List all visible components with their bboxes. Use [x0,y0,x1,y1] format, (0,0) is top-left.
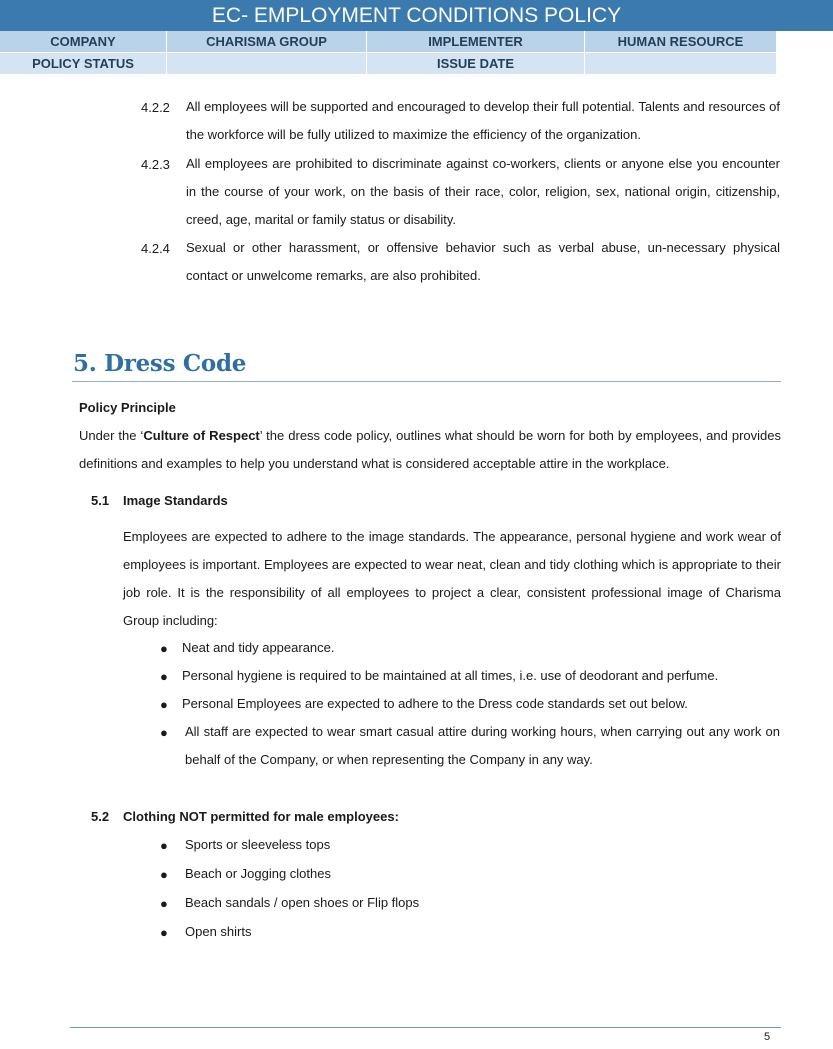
subsection-5-2-title [91,809,399,824]
subsection-title: Clothing NOT permitted for male employees: [123,809,399,824]
list-item-text: Open shirts [185,924,252,939]
clause-text: All employees are prohibited to discriminate against co-workers, clients or anyone else you encounter in the course of your work, on the basis of their race, color, religion, sex, national origin, citizenship, creed, age, marital or family status or disability. [186,156,780,227]
list-item-text: All staff are expected to wear smart casual attire during working hours, when carrying out any work on behalf of the Company, or when representing the Company in any way. [185,724,780,767]
bullet-icon: ● [160,669,168,684]
subsection-number: 5.1 [91,493,110,508]
implementer-label: IMPLEMENTER [367,31,585,52]
clause-text: Sexual or other harassment, or offensive behavior such as verbal abuse, un-necessary physical contact or unwelcome remarks, are also prohibited. [186,240,780,283]
document-header [0,0,833,74]
clause-text: All employees will be supported and encouraged to develop their full potential. Talents and resources of the workforce will be fully utilized to maximize the efficiency of the organization. [186,99,780,142]
bullet-icon: ● [160,896,168,911]
page-number: 5 [764,1031,771,1043]
policy-intro [79,422,781,478]
bullet-icon: ● [160,838,168,853]
list-item-text: Beach sandals / open shoes or Flip flops [185,895,420,910]
policy-status-label: POLICY STATUS [0,53,167,74]
issue-date-label: ISSUE DATE [367,53,585,74]
list-item-text: Neat and tidy appearance. [182,640,335,655]
subsection-title: Image Standards [123,493,228,508]
list-item-text: Beach or Jogging clothes [185,866,331,881]
image-standards-paragraph: Employees are expected to adhere to the image standards. The appearance, personal hygiene and work wear of employees is important. Employees are expected to wear neat, clean and tidy clothing which is appropriate to their job role. It is the responsibility of all employees to project a clear, consistent professional image of Charisma Group including: [123,529,781,628]
issue-date-value [585,53,777,74]
section-heading: 5. Dress Code [73,350,247,377]
subsection-number: 5.2 [91,809,110,824]
company-value: CHARISMA GROUP [167,31,367,52]
bullet-icon: ● [160,641,168,656]
implementer-value: HUMAN RESOURCE [585,31,777,52]
subsection-5-1-title [91,493,228,508]
footer-divider [70,1027,781,1028]
list-item-text: Personal hygiene is required to be maintained at all times, i.e. use of deodorant and perfume. [182,668,719,683]
clause-number: 4.2.4 [141,241,170,256]
heading-divider [72,381,781,382]
intro-text-rest: ’ the dress code policy, outlines what should be worn for both by employees, and provides definitions and examples to help you understand what is considered acceptable attire in the workplace. [79,428,781,471]
list-item-text: Sports or sleeveless tops [185,837,331,852]
bullet-icon: ● [160,867,168,882]
bullet-icon: ● [160,725,168,740]
clause-number: 4.2.3 [141,157,170,172]
intro-bold-text: Culture of Respect [143,428,260,443]
intro-text: Under the ‘ [79,428,144,443]
bullet-icon: ● [160,925,168,940]
header-row-status [0,53,833,74]
list-item-text: Personal Employees are expected to adhere to the Dress code standards set out below. [182,696,688,711]
policy-principle-label: Policy Principle [79,400,176,415]
company-label: COMPANY [0,31,167,52]
policy-status-value [167,53,367,74]
bullet-icon: ● [160,697,168,712]
clause-number: 4.2.2 [141,100,170,115]
header-row-company [0,31,833,53]
policy-title: EC- EMPLOYMENT CONDITIONS POLICY [0,0,833,31]
